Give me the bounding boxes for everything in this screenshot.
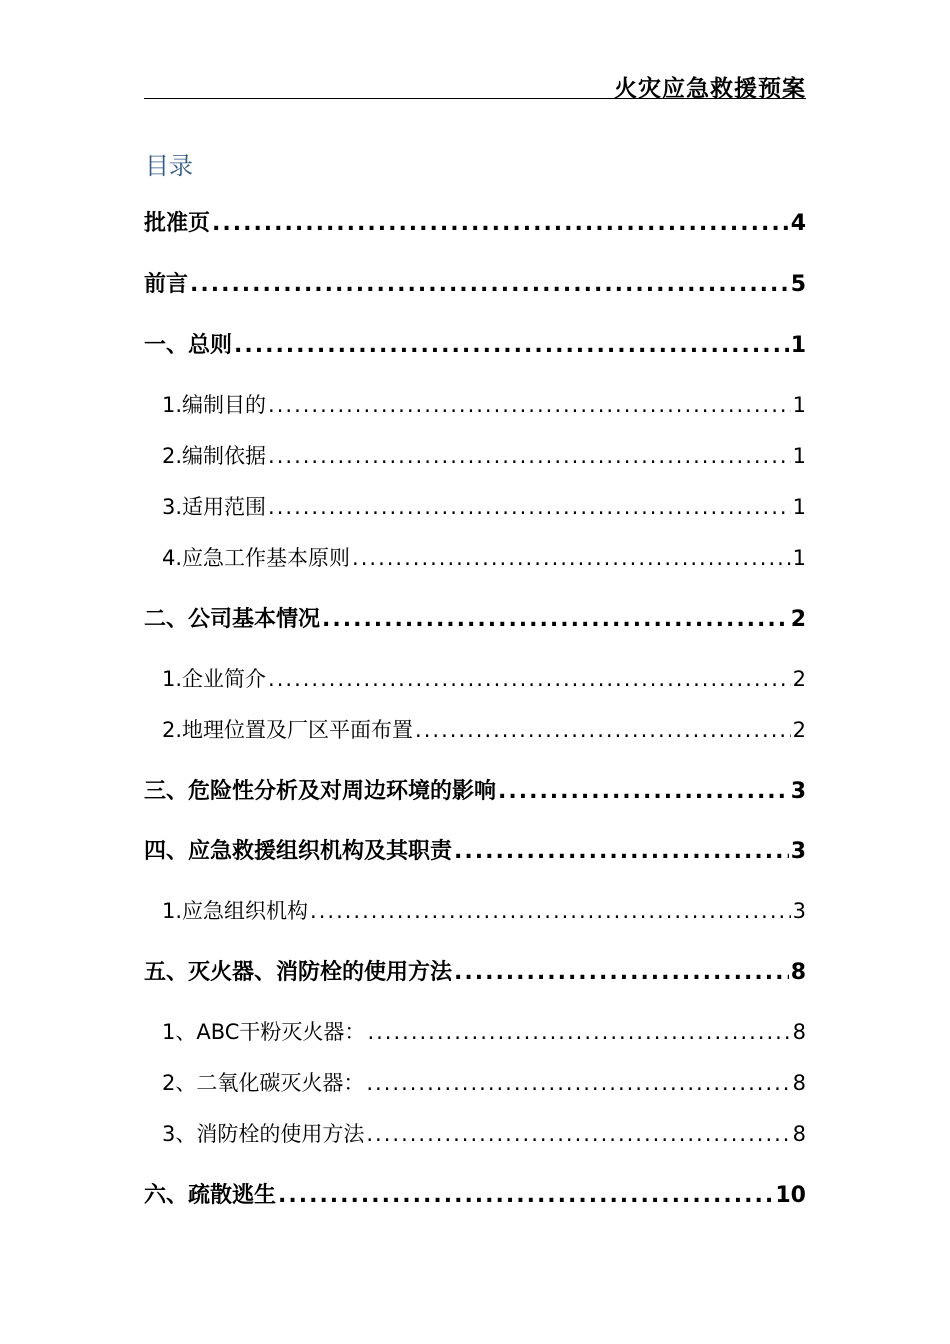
- toc-entry[interactable]: [144, 1067, 806, 1097]
- toc-entry-title: 4.应急工作基本原则: [162, 546, 351, 570]
- document-title: 火灾应急救援预案: [614, 76, 806, 102]
- toc-entry-page: 3: [790, 839, 806, 864]
- toc-entry-page: 2: [792, 667, 806, 691]
- toc-entry-page: 3: [790, 779, 806, 804]
- toc-entry[interactable]: [144, 774, 806, 805]
- dot-leader: [268, 444, 791, 468]
- toc-entry[interactable]: [144, 834, 806, 865]
- toc-entry-page: 1: [792, 393, 806, 417]
- toc-entry-page: 2: [792, 718, 806, 742]
- toc-entry-title: 六、疏散逃生: [144, 1183, 277, 1208]
- toc-entry-title: 2.编制依据: [162, 444, 267, 468]
- toc-entry-page: 1: [792, 546, 806, 570]
- toc-entry-title: 1、ABC干粉灭火器：: [162, 1020, 366, 1044]
- dot-leader: [268, 393, 791, 417]
- dot-leader: [310, 899, 791, 923]
- toc-entry-title: 3、消防栓的使用方法: [162, 1122, 365, 1146]
- toc-entry[interactable]: [144, 1016, 806, 1046]
- toc-entry[interactable]: [144, 1118, 806, 1148]
- toc-entry[interactable]: [144, 267, 806, 298]
- toc-entry[interactable]: [144, 714, 806, 744]
- dot-leader: [454, 960, 789, 985]
- toc-entry-title: 五、灭火器、消防栓的使用方法: [144, 960, 453, 985]
- toc-entry-title: 批准页: [144, 211, 211, 236]
- toc-entry-title: 一、总则: [144, 333, 233, 358]
- toc-entry-page: 4: [790, 211, 806, 236]
- toc-entry-title: 1.应急组织机构: [162, 899, 309, 923]
- toc-entry-page: 1: [792, 444, 806, 468]
- dot-leader: [190, 272, 789, 297]
- dot-leader: [366, 1071, 790, 1095]
- toc-entry[interactable]: [144, 542, 806, 572]
- toc-entry-title: 2、二氧化碳灭火器：: [162, 1071, 365, 1095]
- toc-entry[interactable]: [144, 440, 806, 470]
- toc-entry-title: 2.地理位置及厂区平面布置: [162, 718, 414, 742]
- dot-leader: [498, 779, 789, 804]
- toc-entry-page: 1: [792, 495, 806, 519]
- toc-entry-page: 1: [790, 333, 806, 358]
- dot-leader: [268, 495, 791, 519]
- dot-leader: [415, 718, 791, 742]
- dot-leader: [367, 1020, 790, 1044]
- toc-entry-page: 8: [792, 1122, 806, 1146]
- toc-entry-page: 3: [792, 899, 806, 923]
- toc-entry-title: 三、危险性分析及对周边环境的影响: [144, 779, 497, 804]
- toc-entry[interactable]: [144, 389, 806, 419]
- toc-entry[interactable]: [144, 206, 806, 237]
- toc-entry[interactable]: [144, 602, 806, 633]
- dot-leader: [366, 1122, 790, 1146]
- dot-leader: [454, 839, 789, 864]
- toc-entry-title: 1.编制目的: [162, 393, 267, 417]
- toc-entry[interactable]: [144, 895, 806, 925]
- toc-entry-page: 8: [790, 960, 806, 985]
- dot-leader: [268, 667, 791, 691]
- toc-entry-title: 四、应急救援组织机构及其职责: [144, 839, 453, 864]
- dot-leader: [352, 546, 791, 570]
- toc-entry[interactable]: [144, 328, 806, 359]
- dot-leader: [278, 1183, 773, 1208]
- toc-heading: 目录: [145, 152, 193, 180]
- toc-entry-page: 10: [775, 1183, 806, 1208]
- dot-leader: [212, 211, 789, 236]
- toc-entry-page: 2: [790, 607, 806, 632]
- toc-entry[interactable]: [144, 955, 806, 986]
- dot-leader: [322, 607, 789, 632]
- toc-entry-page: 5: [790, 272, 806, 297]
- toc-entry[interactable]: [144, 491, 806, 521]
- toc-entry[interactable]: [144, 663, 806, 693]
- toc-entry-title: 前言: [144, 272, 189, 297]
- toc-entry-title: 二、公司基本情况: [144, 607, 321, 632]
- toc-entry-title: 3.适用范围: [162, 495, 267, 519]
- toc-entry-page: 8: [792, 1020, 806, 1044]
- dot-leader: [234, 333, 789, 358]
- toc-entry-page: 8: [792, 1071, 806, 1095]
- toc-entry-title: 1.企业简介: [162, 667, 267, 691]
- toc-entry[interactable]: [144, 1178, 806, 1209]
